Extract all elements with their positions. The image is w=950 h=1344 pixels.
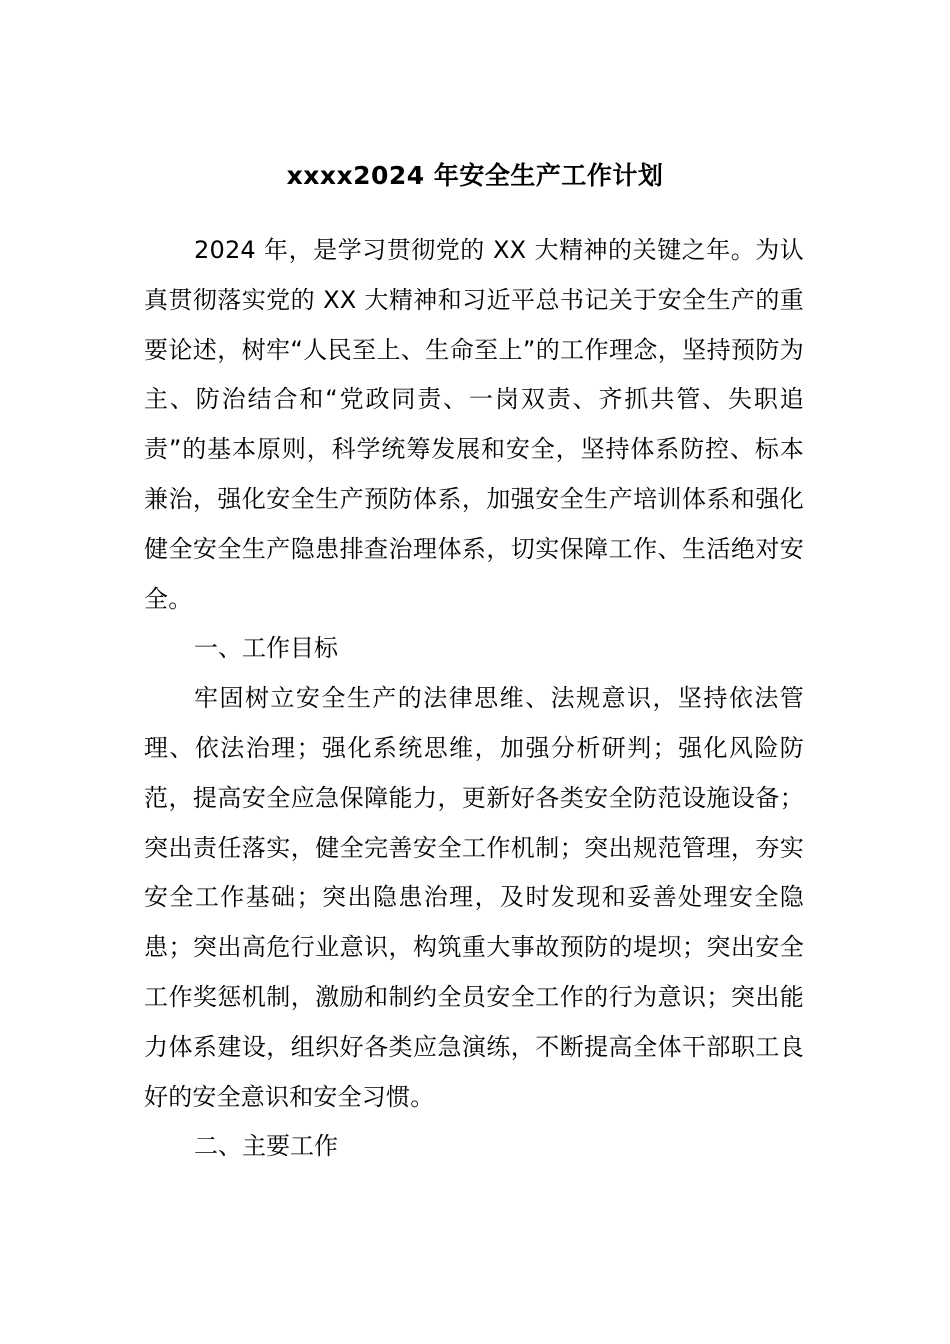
document-body [144,226,804,1172]
intro-paragraph: 2024 年，是学习贯彻党的 XX 大精神的关键之年。为认真贯彻落实党的 XX 大精神和习近平总书记关于安全生产的重要论述，树牢“人民至上、生命至上”的工作理念，坚持预防为主、防治结合和“党政同责、一岗双责、齐抓共管、失职追责”的基本原则，科学统筹发展和安全，坚持体系防控、标本兼治，强化安全生产预防体系，加强安全生产培训体系和强化健全安全生产隐患排查治理体系，切实保障工作、生活绝对安全。 [144,236,804,613]
goals-paragraph: 牢固树立安全生产的法律思维、法规意识，坚持依法管理、依法治理；强化系统思维，加强分析研判；强化风险防范，提高安全应急保障能力，更新好各类安全防范设施设备；突出责任落实，健全完善安全工作机制；突出规范管理，夯实安全工作基础；突出隐患治理，及时发现和妥善处理安全隐患；突出高危行业意识，构筑重大事故预防的堤坝；突出安全工作奖惩机制，激励和制约全员安全工作的行为意识；突出能力体系建设，组织好各类应急演练，不断提高全体干部职工良好的安全意识和安全习惯。 [144,684,804,1111]
section-heading-goals: 一、工作目标 [194,634,338,663]
document-title: xxxx2024 年安全生产工作计划 [286,161,664,190]
section-heading-main-work: 二、主要工作 [194,1132,338,1161]
